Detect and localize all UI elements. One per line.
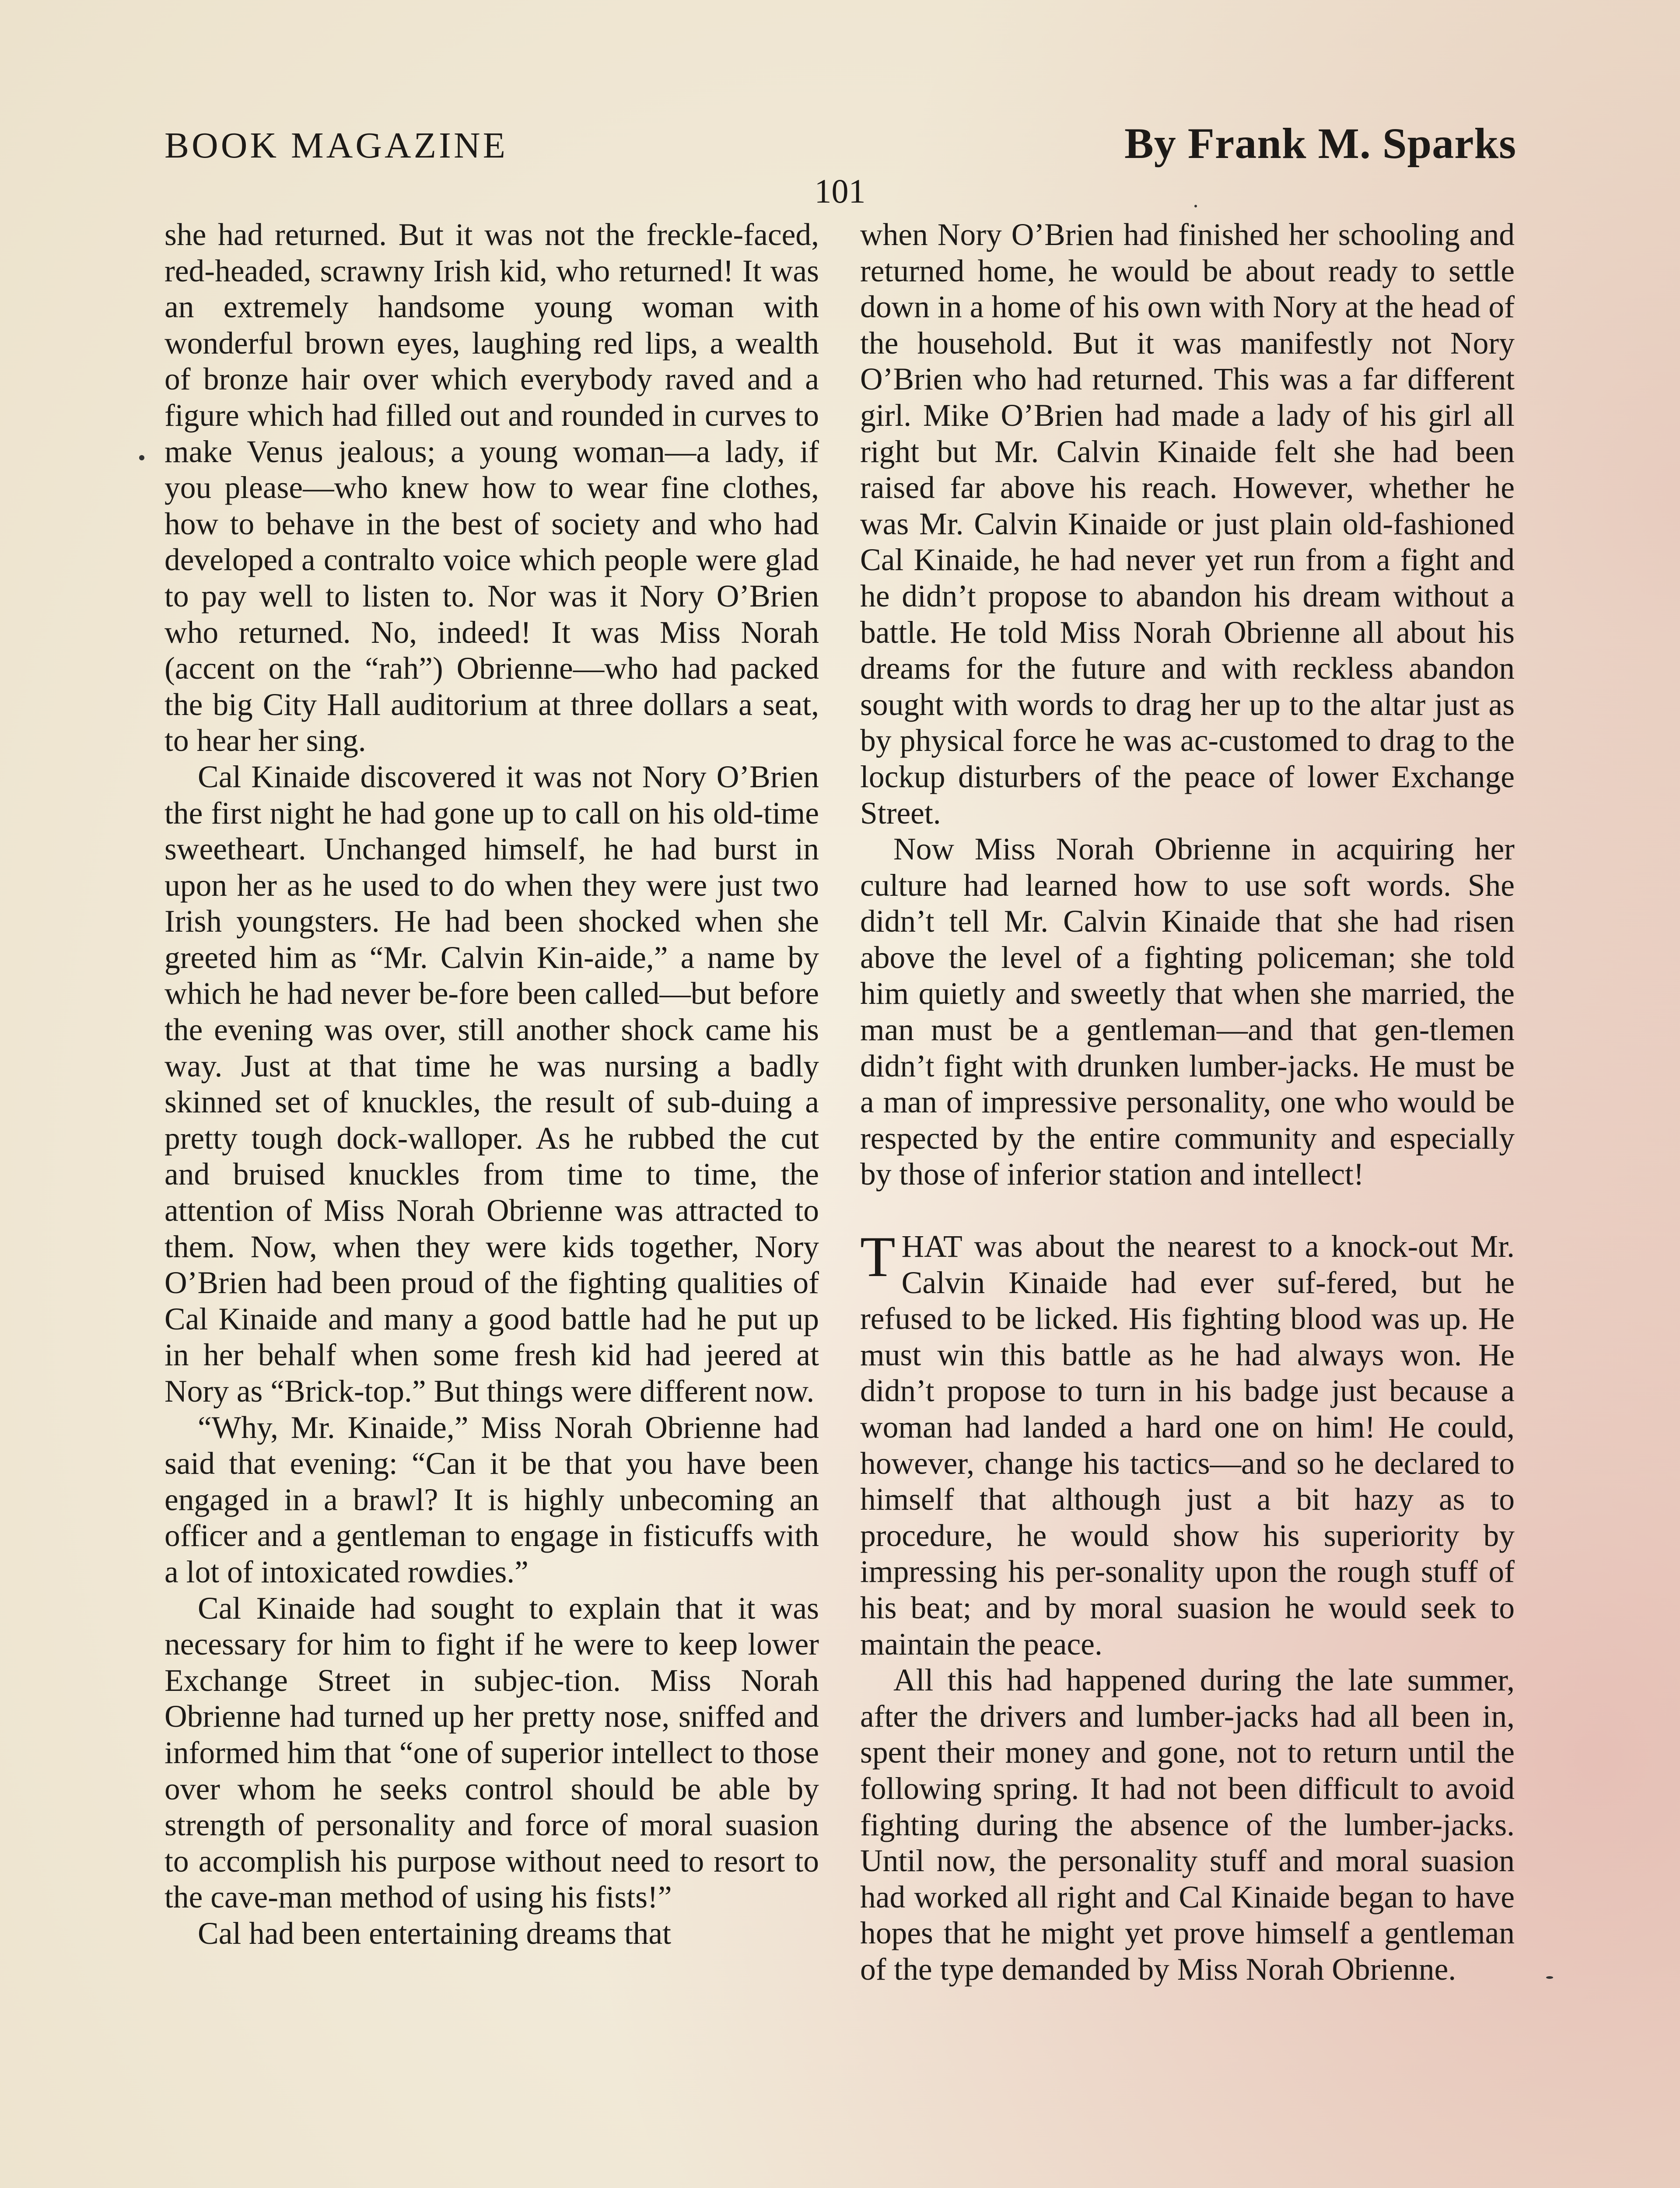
print-speck bbox=[1546, 1976, 1553, 1979]
print-speck bbox=[139, 455, 144, 460]
paragraph-text: HAT was about the nearest to a knock-out Mr. Calvin Kinaide had ever suf-fered, but he refused to be licked. His fighting blood was up. He must win this battle as he had always won. He didn’t propose to turn in his badge just because a woman had landed a hard one on him! He could, however, change his tactics—and so he declared to himself that although just a bit hazy as to procedure, he would show his superiority by impressing his per-sonality upon the rough stuff of his beat; and by moral suasion he would seek to maintain the peace. bbox=[860, 1229, 1515, 1662]
paragraph: Cal had been entertaining dreams that bbox=[198, 1916, 672, 1951]
paragraph: Now Miss Norah Obrienne in acquiring her culture had learned how to use soft words. She didn’t tell Mr. Calvin Kinaide that she had risen above the level of a fighting policeman; she told him quietly and sweetly that when she married, the man must be a gentleman—and that gen-tlemen didn’t fight with drunken lumber-jacks. He must be a man of impressive personality, one who would be respected by the entire community and especially by those of inferior station and intellect! bbox=[860, 832, 1515, 1192]
page-number: 101 bbox=[814, 172, 866, 210]
section-break bbox=[860, 1193, 1515, 1229]
paragraph: Cal Kinaide discovered it was not Nory O’Brien the first night he had gone up to call on his old-time sweetheart. Unchanged himself, he had burst in upon her as he used to do when they were just two Irish youngsters. He had been shocked when she greeted him as “Mr. Calvin Kin-aide,” a name by which he had never be-fore been called—but before the evening was over, still another shock came his way. Just at that time he was nursing a badly skinned set of knuckles, the result of sub-duing a pretty tough dock-walloper. As he rubbed the cut and bruised knuckles from time to time, the attention of Miss Norah Obrienne was attracted to them. Now, when they were kids together, Nory O’Brien had been proud of the fighting qualities of Cal Kinaide and many a good battle had he put up in her behalf when some fresh kid had jeered at Nory as “Brick-top.” But things were different now. bbox=[164, 759, 819, 1409]
paragraph: All this had happened during the late summer, after the drivers and lumber-jacks had all been in, spent their money and gone, not to return until the following spring. It had not been difficult to avoid fighting during the absence of the lumber-jacks. Until now, the personality stuff and moral suasion had worked all right and Cal Kinaide began to have hopes that he might yet prove himself a gentleman of the type demanded by Miss Norah Obrienne. bbox=[860, 1663, 1515, 1987]
dropcap-paragraph bbox=[860, 1224, 1515, 1662]
paragraph: Cal Kinaide had sought to explain that it was necessary for him to fight if he were to keep lower Exchange Street in subjec-tion. Miss Norah Obrienne had turned up her pretty nose, sniffed and informed him that “one of superior intellect to those over whom he seeks control should be able by strength of personality and force of moral suasion to accomplish his purpose without need to resort to the cave-man method of using his fists!” bbox=[164, 1591, 819, 1915]
paragraph: “Why, Mr. Kinaide,” Miss Norah Obrienne had said that evening: “Can it be that you have been engaged in a brawl? It is highly unbecoming an officer and a gentleman to engage in fisticuffs with a lot of intoxicated rowdies.” bbox=[164, 1410, 819, 1589]
publication-title: BOOK MAGAZINE bbox=[164, 125, 508, 166]
left-column bbox=[164, 217, 819, 1952]
author-byline: By Frank M. Sparks bbox=[1124, 119, 1516, 168]
right-column bbox=[860, 217, 1515, 1988]
paragraph: she had returned. But it was not the freckle-faced, red-headed, scrawny Irish kid, who returned! It was an extremely handsome young woman with wonderful brown eyes, laughing red lips, a wealth of bronze hair over which everybody raved and a figure which had filled out and rounded in curves to make Venus jealous; a young woman—a lady, if you please—who knew how to wear fine clothes, how to behave in the best of society and who had developed a contralto voice which people were glad to pay well to listen to. Nor was it Nory O’Brien who returned. No, indeed! It was Miss Norah (accent on the “rah”) Obrienne—who had packed the big City Hall auditorium at three dollars a seat, to hear her sing. bbox=[164, 217, 819, 758]
print-speck bbox=[1194, 205, 1197, 207]
drop-cap: T bbox=[860, 1224, 896, 1289]
paragraph: when Nory O’Brien had finished her schooling and returned home, he would be about ready to settle down in a home of his own with Nory at the head of the household. But it was manifestly not Nory O’Brien who had returned. This was a far different girl. Mike O’Brien had made a lady of his girl all right but Mr. Calvin Kinaide felt she had been raised far above his reach. However, whether he was Mr. Calvin Kinaide or just plain old-fashioned Cal Kinaide, he had never yet run from a fight and he didn’t propose to abandon his dream without a battle. He told Miss Norah Obrienne all about his dreams for the future and with reckless abandon sought with words to drag her up to the altar just as by physical force he was ac-customed to drag to the lockup disturbers of the peace of lower Exchange Street. bbox=[860, 217, 1515, 831]
